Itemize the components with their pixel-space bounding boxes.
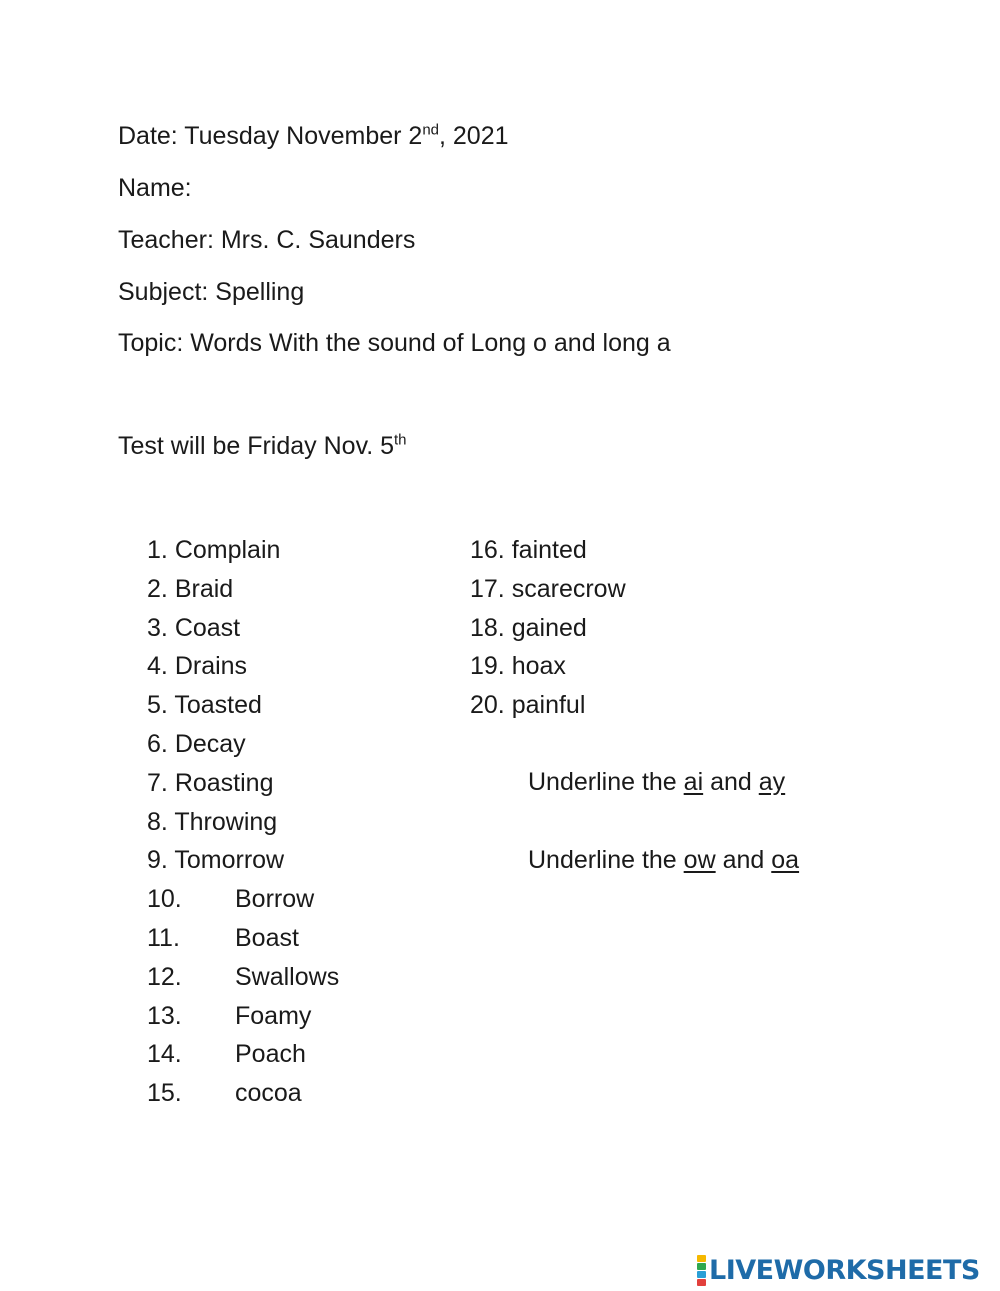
list-item — [147, 962, 339, 992]
test-date-line: Test will be Friday Nov. 5th — [118, 431, 407, 460]
item-word: Boast — [235, 924, 299, 952]
liveworksheets-logo — [697, 1255, 980, 1286]
list-item — [470, 574, 626, 604]
item-word: Toasted — [174, 691, 262, 720]
item-word: cocoa — [235, 1079, 302, 1108]
item-word: Coast — [174, 613, 241, 642]
item-word: Tomorrow — [174, 846, 285, 875]
item-number: 1. — [147, 536, 168, 564]
item-number: 13. — [147, 1001, 182, 1030]
item-number: 4. — [147, 652, 168, 681]
logo-text: LIVEWORKSHEETS — [709, 1255, 980, 1286]
underlined-ay: ay — [758, 768, 786, 796]
item-number: 20. — [470, 691, 505, 720]
item-number: 3. — [147, 613, 168, 642]
item-word: painful — [511, 691, 586, 720]
item-number: 16. — [470, 536, 505, 564]
list-item — [147, 1078, 302, 1108]
item-word: Throwing — [174, 807, 278, 836]
item-number: 2. — [147, 574, 168, 603]
item-word: Poach — [235, 1040, 306, 1069]
list-item — [147, 1039, 306, 1069]
item-word: Borrow — [235, 885, 315, 914]
list-item — [147, 1001, 311, 1031]
underlined-oa: oa — [771, 846, 800, 874]
item-number: 6. — [147, 730, 168, 758]
list-item — [147, 574, 233, 604]
item-number: 11. — [147, 924, 180, 952]
item-word: Drains — [174, 652, 248, 681]
list-item — [147, 923, 299, 953]
item-word: Decay — [174, 730, 246, 758]
underlined-ai: ai — [683, 768, 704, 796]
list-item — [147, 690, 262, 720]
item-number: 15. — [147, 1079, 182, 1108]
item-word: Swallows — [235, 962, 340, 991]
item-number: 10. — [147, 885, 182, 914]
item-word: scarecrow — [511, 574, 626, 603]
date-line: Date: Tuesday November 2nd, 2021 — [118, 121, 509, 150]
item-number: 7. — [147, 768, 168, 797]
list-item — [147, 729, 246, 759]
list-item — [147, 651, 247, 681]
name-line: Name: — [118, 174, 192, 202]
item-number: 19. — [470, 652, 505, 681]
list-item — [470, 651, 566, 681]
underline-instruction-o: Underline the ow and oa — [528, 846, 800, 874]
item-number: 12. — [147, 962, 182, 991]
list-item — [470, 613, 587, 643]
list-item — [147, 535, 280, 565]
list-item — [147, 884, 314, 914]
item-number: 17. — [470, 574, 505, 603]
logo-blocks-icon — [697, 1255, 706, 1286]
item-number: 9. — [147, 846, 168, 875]
list-item — [147, 845, 284, 875]
item-number: 5. — [147, 691, 168, 720]
item-number: 18. — [470, 613, 505, 642]
underline-instruction-a: Underline the ai and ay — [528, 768, 786, 796]
underlined-ow: ow — [683, 846, 716, 874]
item-word: Foamy — [235, 1001, 312, 1030]
subject-line: Subject: Spelling — [118, 278, 305, 306]
item-word: hoax — [511, 652, 566, 681]
item-word: Complain — [174, 536, 281, 564]
item-word: Roasting — [174, 768, 274, 797]
list-item — [147, 768, 273, 798]
item-number: 8. — [147, 807, 168, 836]
list-item — [470, 535, 587, 565]
item-word: Braid — [174, 574, 234, 603]
item-number: 14. — [147, 1040, 182, 1069]
list-item — [147, 807, 277, 837]
topic-line: Topic: Words With the sound of Long o and long a — [118, 329, 671, 357]
list-item — [470, 690, 585, 720]
item-word: gained — [511, 613, 587, 642]
teacher-line: Teacher: Mrs. C. Saunders — [118, 226, 416, 254]
list-item — [147, 613, 240, 643]
item-word: fainted — [511, 536, 587, 564]
